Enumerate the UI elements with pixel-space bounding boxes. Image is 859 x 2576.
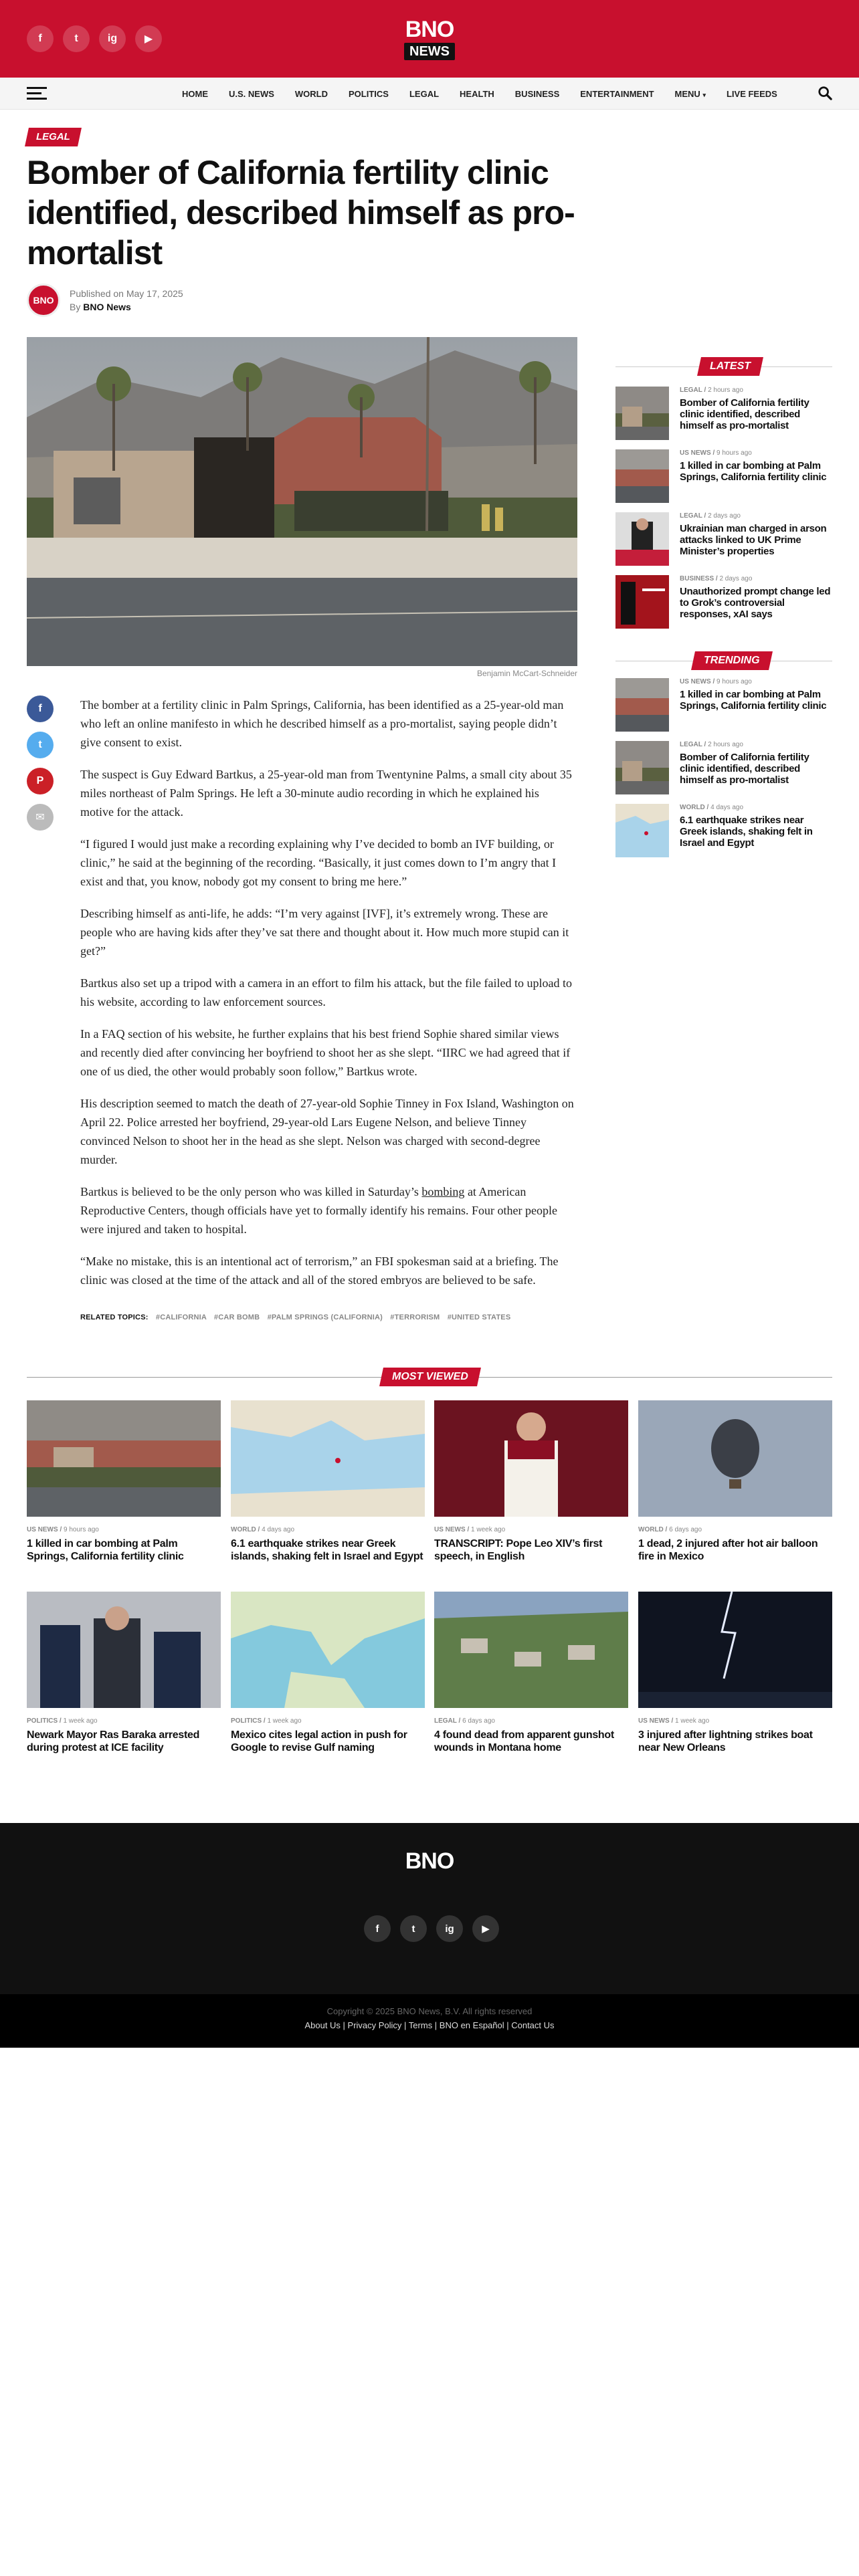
item-category: BUSINESS xyxy=(680,575,714,582)
sidebar-trending-item[interactable]: LEGAL / 2 hours ago Bomber of California fertility clinic identified, described himself as pro-mortalist xyxy=(615,741,832,797)
youtube-icon[interactable]: ▶ xyxy=(135,25,162,52)
sidebar-trending-item[interactable]: US NEWS / 9 hours ago 1 killed in car bombing at Palm Springs, California fertility clinic xyxy=(615,678,832,734)
card-title: TRANSCRIPT: Pope Leo XIV’s first speech, in English xyxy=(434,1538,603,1562)
paragraph: In a FAQ section of his website, he further explains that his best friend Sophie shared similar views and recently died after convincing her boyfriend to shoot her as she slept. “IIRC we had agreed that if one of us died, the other would probably soon follow,” Bartkus wrote. xyxy=(80,1027,571,1078)
author-avatar[interactable]: BNO xyxy=(27,284,60,317)
logo-subtext: NEWS xyxy=(404,43,455,60)
card-time: 1 week ago xyxy=(267,1717,302,1725)
sidebar-latest-item[interactable]: LEGAL / 2 days ago Ukrainian man charged in arson attacks linked to UK Prime Minister’s properties xyxy=(615,512,832,568)
share-twitter-icon[interactable]: t xyxy=(27,732,54,758)
item-category: LEGAL xyxy=(680,741,702,748)
sidebar-trending-item[interactable]: WORLD / 4 days ago 6.1 earthquake strikes near Greek islands, shaking felt in Israel and Egypt xyxy=(615,804,832,860)
sidebar-latest-item[interactable]: US NEWS / 9 hours ago 1 killed in car bombing at Palm Springs, California fertility clinic xyxy=(615,449,832,506)
menu-icon[interactable] xyxy=(27,87,47,100)
byline xyxy=(27,284,183,317)
topic-link[interactable]: #UNITED STATES xyxy=(447,1313,511,1321)
site-header xyxy=(0,0,859,78)
article-title: Bomber of California fertility clinic identified, described himself as pro-mortalist xyxy=(27,154,575,272)
author-name[interactable]: BNO News xyxy=(83,302,131,312)
sidebar-latest-item[interactable]: LEGAL / 2 hours ago Bomber of California fertility clinic identified, described himself as pro-mortalist xyxy=(615,387,832,443)
card-category: US NEWS xyxy=(638,1717,670,1725)
card-category: WORLD xyxy=(638,1526,664,1533)
card-time: 9 hours ago xyxy=(64,1526,99,1533)
topic-link[interactable]: #TERRORISM xyxy=(390,1313,440,1321)
card-title: 3 injured after lightning strikes boat near New Orleans xyxy=(638,1729,813,1753)
share-email-icon[interactable]: ✉ xyxy=(27,804,54,831)
facebook-icon[interactable]: f xyxy=(27,25,54,52)
hero-image xyxy=(27,337,577,666)
nav-world[interactable]: WORLD xyxy=(294,88,328,99)
related-label: RELATED TOPICS: xyxy=(80,1313,149,1321)
main-nav xyxy=(0,78,859,110)
card-category: LEGAL xyxy=(434,1717,457,1725)
thumbnail xyxy=(615,449,669,503)
card-title: 1 dead, 2 injured after hot air balloon fire in Mexico xyxy=(638,1538,818,1562)
chevron-down-icon: ▾ xyxy=(702,91,706,98)
item-title: Unauthorized prompt change led to Grok’s controversial responses, xAI says xyxy=(680,586,831,620)
card-title: 1 killed in car bombing at Palm Springs, California fertility clinic xyxy=(27,1538,184,1562)
nav-menu: MENU xyxy=(674,88,700,99)
most-viewed-card[interactable]: US NEWS / 1 week ago 3 injured after lightning strikes boat near New Orleans xyxy=(638,1592,832,1754)
paragraph: “Make no mistake, this is an intentional act of terrorism,” an FBI spokesman said at a briefing. The clinic was closed at the time of the attack and all of the stored embryos are believed to be safe. xyxy=(80,1255,559,1287)
topic-link[interactable]: #CALIFORNIA xyxy=(155,1313,207,1321)
instagram-icon[interactable]: ig xyxy=(99,25,126,52)
thumbnail xyxy=(615,575,669,629)
paragraph: Describing himself as anti-life, he adds: “I’m very against [IVF], it’s extremely wrong. These are people who are having kids after they’ve sat there and thought about it. How much more stupid can it get?” xyxy=(80,907,569,958)
site-logo[interactable] xyxy=(396,16,463,64)
card-time: 1 week ago xyxy=(63,1717,98,1725)
share-buttons xyxy=(27,695,54,831)
latest-label-text: LATEST xyxy=(710,360,751,372)
card-image xyxy=(27,1400,221,1517)
card-category: US NEWS xyxy=(27,1526,58,1533)
thumbnail xyxy=(615,512,669,566)
card-title: 6.1 earthquake strikes near Greek islands, shaking felt in Israel and Egypt xyxy=(231,1538,423,1562)
thumbnail xyxy=(615,804,669,857)
card-category: WORLD xyxy=(231,1526,256,1533)
share-facebook-icon[interactable]: f xyxy=(27,695,54,722)
article-body xyxy=(80,695,575,1303)
paragraph xyxy=(80,1182,575,1239)
paragraph-part: Bartkus is believed to be the only person who was killed in Saturday’s xyxy=(80,1185,422,1198)
card-image xyxy=(638,1592,832,1708)
card-time: 4 days ago xyxy=(262,1526,295,1533)
nav-health[interactable]: HEALTH xyxy=(460,88,494,99)
nav-home[interactable]: HOME xyxy=(182,88,208,99)
twitter-icon[interactable]: t xyxy=(400,1915,427,1942)
item-title: 1 killed in car bombing at Palm Springs, California fertility clinic xyxy=(680,460,827,483)
paragraph: “I figured I would just make a recording explaining why I’ve decided to bomb an IVF building, or clinic,” he said at the beginning of the recording. “Basically, it just comes down to I’m angry that I exist and that, you know, nobody got my consent to bring me here.” xyxy=(80,837,557,888)
card-image xyxy=(434,1592,628,1708)
footer-logo[interactable]: BNO xyxy=(405,1848,454,1874)
latest-label xyxy=(697,357,763,376)
card-image xyxy=(231,1400,425,1517)
item-title: Ukrainian man charged in arson attacks linked to UK Prime Minister’s properties xyxy=(680,523,827,557)
footer-bottom xyxy=(0,1994,859,2048)
nav-politics[interactable]: POLITICS xyxy=(349,88,389,99)
article-category-badge[interactable] xyxy=(25,128,82,146)
search-icon[interactable] xyxy=(818,86,832,100)
youtube-icon[interactable]: ▶ xyxy=(472,1915,499,1942)
item-title: 1 killed in car bombing at Palm Springs, California fertility clinic xyxy=(680,689,827,712)
item-category: WORLD xyxy=(680,804,705,811)
paragraph: The suspect is Guy Edward Bartkus, a 25-year-old man from Twentynine Palms, a small city about 35 miles northeast of Palm Springs. He left a 30-minute audio recording in which he explained his motive for the attack. xyxy=(80,768,572,819)
footer-links[interactable]: About Us | Privacy Policy | Terms | BNO en Español | Contact Us xyxy=(304,2020,555,2030)
nav-menu-dropdown[interactable] xyxy=(675,89,706,99)
item-time: 4 days ago xyxy=(710,804,744,811)
most-viewed-card[interactable]: WORLD / 4 days ago 6.1 earthquake strikes near Greek islands, shaking felt in Israel and Egypt xyxy=(231,1400,425,1563)
site-footer xyxy=(0,1823,859,1994)
item-category: US NEWS xyxy=(680,449,711,457)
item-time: 9 hours ago xyxy=(717,678,752,685)
most-viewed-label xyxy=(379,1368,481,1386)
card-image xyxy=(638,1400,832,1517)
nav-live-feeds[interactable]: LIVE FEEDS xyxy=(726,88,777,99)
item-title: Bomber of California fertility clinic identified, described himself as pro-mortalist xyxy=(680,752,809,786)
image-credit: Benjamin McCart-Schneider xyxy=(476,669,577,678)
paragraph: His description seemed to match the death of 27-year-old Sophie Tinney in Fox Island, Washington on April 22. Police arrested her boyfriend, 29-year-old Lars Eugene Nelson, and believe Tinney convinced Nelson to shoot her in the head as she slept. Nelson was charged with second-degree murder. xyxy=(80,1097,574,1166)
card-image xyxy=(27,1592,221,1708)
most-viewed-card[interactable]: US NEWS / 9 hours ago 1 killed in car bombing at Palm Springs, California fertility clinic xyxy=(27,1400,221,1563)
related-topics xyxy=(80,1313,510,1321)
nav-items xyxy=(182,78,777,110)
most-viewed-card[interactable]: POLITICS / 1 week ago Mexico cites legal action in push for Google to revise Gulf naming xyxy=(231,1592,425,1754)
card-category: US NEWS xyxy=(434,1526,466,1533)
instagram-icon[interactable]: ig xyxy=(436,1915,463,1942)
trending-label-text: TRENDING xyxy=(704,655,760,666)
card-time: 1 week ago xyxy=(675,1717,710,1725)
topic-link[interactable]: #CAR BOMB xyxy=(213,1313,260,1321)
sidebar-latest-item[interactable]: BUSINESS / 2 days ago Unauthorized prompt change led to Grok’s controversial responses, xAI says xyxy=(615,575,832,631)
nav-entertainment[interactable]: ENTERTAINMENT xyxy=(580,88,654,99)
most-viewed-card[interactable]: US NEWS / 1 week ago TRANSCRIPT: Pope Leo XIV’s first speech, in English xyxy=(434,1400,628,1563)
item-time: 2 hours ago xyxy=(708,387,743,394)
most-viewed-card[interactable]: WORLD / 6 days ago 1 dead, 2 injured after hot air balloon fire in Mexico xyxy=(638,1400,832,1563)
thumbnail xyxy=(615,387,669,440)
nav-us-news[interactable]: U.S. NEWS xyxy=(229,88,274,99)
published-prefix: Published on xyxy=(70,288,124,299)
most-viewed-label-text: MOST VIEWED xyxy=(392,1371,468,1382)
card-time: 1 week ago xyxy=(471,1526,506,1533)
nav-business[interactable]: BUSINESS xyxy=(514,88,560,99)
card-image xyxy=(434,1400,628,1517)
item-title: Bomber of California fertility clinic identified, described himself as pro-mortalist xyxy=(680,397,809,431)
footer-social-links xyxy=(364,1915,499,1942)
trending-label xyxy=(691,651,773,670)
logo-text: BNO xyxy=(405,17,454,42)
category-label: LEGAL xyxy=(36,131,70,142)
card-title: 4 found dead from apparent gunshot wounds in Montana home xyxy=(434,1729,614,1753)
item-category: LEGAL xyxy=(680,512,702,520)
item-time: 2 days ago xyxy=(719,575,753,582)
item-category: LEGAL xyxy=(680,387,702,394)
item-title: 6.1 earthquake strikes near Greek islands, shaking felt in Israel and Egypt xyxy=(680,815,813,849)
nav-legal[interactable]: LEGAL xyxy=(409,88,440,99)
item-category: US NEWS xyxy=(680,678,711,685)
card-title: Mexico cites legal action in push for Google to revise Gulf naming xyxy=(231,1729,407,1753)
most-viewed-card[interactable]: POLITICS / 1 week ago Newark Mayor Ras Baraka arrested during protest at ICE facility xyxy=(27,1592,221,1754)
card-time: 6 days ago xyxy=(462,1717,495,1725)
card-category: POLITICS xyxy=(27,1717,58,1725)
topic-link[interactable]: #PALM SPRINGS (CALIFORNIA) xyxy=(267,1313,383,1321)
most-viewed-card[interactable]: LEGAL / 6 days ago 4 found dead from apparent gunshot wounds in Montana home xyxy=(434,1592,628,1754)
paragraph: Bartkus also set up a tripod with a camera in an effort to film his attack, but the file failed to upload to his website, according to law enforcement sources. xyxy=(80,976,572,1008)
card-category: POLITICS xyxy=(231,1717,262,1725)
item-time: 2 days ago xyxy=(708,512,741,520)
bombing-link[interactable]: bombing xyxy=(421,1185,465,1198)
twitter-icon[interactable]: t xyxy=(63,25,90,52)
paragraph: The bomber at a fertility clinic in Palm Springs, California, has been identified as a 25-year-old man who left an online manifesto in which he described himself as a pro-mortalist, saying people didn’t give consent to exist. xyxy=(80,698,564,749)
card-image xyxy=(231,1592,425,1708)
item-time: 2 hours ago xyxy=(708,741,743,748)
thumbnail xyxy=(615,678,669,732)
facebook-icon[interactable]: f xyxy=(364,1915,391,1942)
thumbnail xyxy=(615,741,669,794)
copyright: Copyright © 2025 BNO News, B.V. All rights reserved xyxy=(326,2006,533,2016)
card-title: Newark Mayor Ras Baraka arrested during protest at ICE facility xyxy=(27,1729,200,1753)
share-pinterest-icon[interactable]: P xyxy=(27,768,54,794)
paragraph-part: at American Reproductive Centers, though officials have yet to formally identify his remains. Four other people were injured and taken to hospital. xyxy=(80,1185,557,1236)
header-social-links xyxy=(27,25,162,52)
by-prefix: By xyxy=(70,302,81,312)
item-time: 9 hours ago xyxy=(717,449,752,457)
card-time: 6 days ago xyxy=(669,1526,702,1533)
publish-date: May 17, 2025 xyxy=(126,288,183,299)
